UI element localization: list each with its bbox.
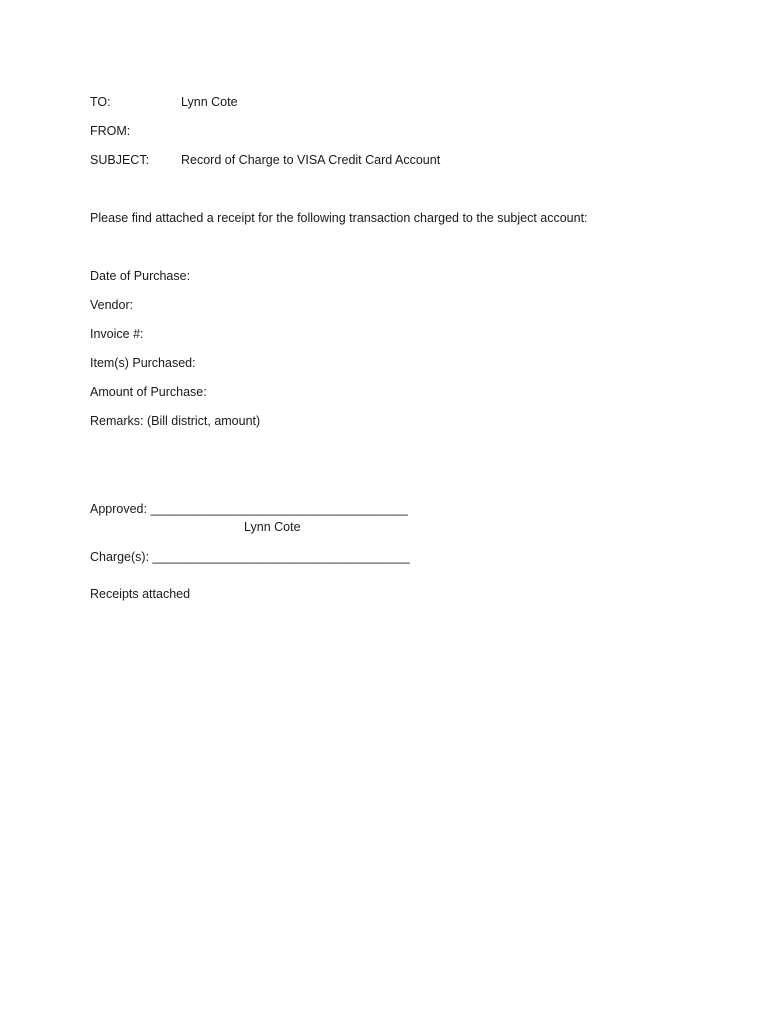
receipts-attached-note: Receipts attached (90, 587, 191, 601)
to-value: Lynn Cote (181, 95, 238, 109)
approved-signature-line: Approved: _____________________________________ (90, 502, 408, 516)
subject-row (90, 152, 440, 168)
date-of-purchase-label: Date of Purchase: (90, 269, 191, 283)
intro-paragraph: Please find attached a receipt for the following transaction charged to the subject account: (90, 211, 588, 225)
from-row (90, 123, 181, 139)
amount-of-purchase-label: Amount of Purchase: (90, 385, 207, 399)
invoice-number-label: Invoice #: (90, 327, 144, 341)
items-purchased-label: Item(s) Purchased: (90, 356, 196, 370)
remarks-label: Remarks: (Bill district, amount) (90, 414, 261, 428)
to-row (90, 94, 238, 110)
vendor-label: Vendor: (90, 298, 134, 312)
subject-value: Record of Charge to VISA Credit Card Account (181, 153, 441, 167)
from-label: FROM: (90, 124, 131, 138)
subject-label: SUBJECT: (90, 153, 150, 167)
to-label: TO: (90, 95, 111, 109)
charges-signature-line: Charge(s): _____________________________________ (90, 550, 410, 564)
approver-name: Lynn Cote (244, 520, 301, 534)
